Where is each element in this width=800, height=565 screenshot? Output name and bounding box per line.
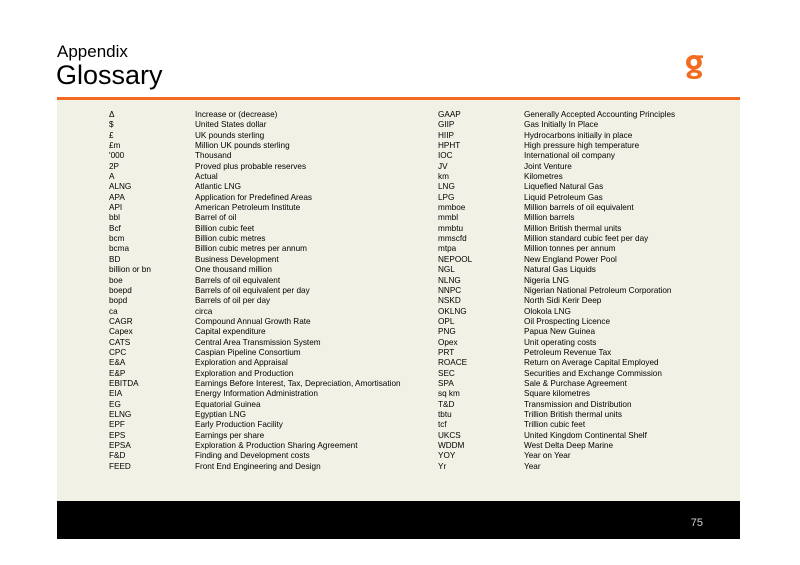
glossary-term: SPA: [438, 378, 454, 388]
glossary-definition: Central Area Transmission System: [195, 337, 321, 347]
glossary-term: E&A: [109, 358, 126, 368]
glossary-term: GIIP: [438, 120, 455, 130]
glossary-row: [438, 358, 675, 368]
glossary-row: [109, 348, 401, 358]
glossary-term: bopd: [109, 296, 128, 306]
glossary-term: mmbl: [438, 213, 459, 223]
glossary-definition: Liquid Petroleum Gas: [524, 192, 603, 202]
glossary-definition: Million tonnes per annum: [524, 244, 616, 254]
glossary-row: [109, 379, 401, 389]
glossary-definition: Barrels of oil equivalent: [195, 275, 281, 285]
glossary-row: [438, 193, 675, 203]
glossary-term: SEC: [438, 368, 455, 378]
glossary-row: [109, 203, 401, 213]
glossary-definition: Return on Average Capital Employed: [524, 358, 659, 368]
glossary-row: [109, 296, 401, 306]
glossary-row: [438, 451, 675, 461]
glossary-definition: One thousand million: [195, 265, 272, 275]
glossary-definition: Actual: [195, 172, 218, 182]
glossary-definition: Million standard cubic feet per day: [524, 234, 649, 244]
glossary-definition: Exploration & Production Sharing Agreement: [195, 441, 358, 450]
glossary-row: [438, 338, 675, 348]
glossary-definition: Trillion cubic feet: [524, 420, 586, 430]
glossary-term: EPSA: [109, 441, 131, 450]
glossary-term: NNPC: [438, 285, 462, 295]
glossary-row: [109, 369, 401, 379]
glossary-row: [109, 110, 401, 120]
glossary-definition: Joint Venture: [524, 161, 572, 171]
glossary-term: F&D: [109, 451, 126, 461]
glossary-term: bcm: [109, 234, 125, 244]
glossary-definition: Nigeria LNG: [524, 275, 570, 285]
glossary-term: NSKD: [438, 296, 461, 306]
glossary-row: [438, 141, 675, 151]
glossary-term: Capex: [109, 327, 133, 337]
glossary-definition: Liquefied Natural Gas: [524, 182, 604, 192]
glossary-term: E&P: [109, 368, 126, 378]
page-number: 75: [690, 517, 703, 529]
glossary-row: [109, 307, 401, 317]
glossary-row: [438, 120, 675, 130]
glossary-term: LPG: [438, 192, 455, 202]
glossary-definition: Year: [524, 461, 541, 471]
glossary-term: bcma: [109, 244, 130, 254]
glossary-definition: Natural Gas Liquids: [524, 265, 596, 275]
glossary-definition: Barrels of oil per day: [195, 296, 271, 306]
glossary-term: tbtu: [438, 409, 452, 419]
glossary-term: bbl: [109, 213, 120, 223]
glossary-definition: Transmission and Distribution: [524, 399, 632, 409]
glossary-definition: American Petroleum Institute: [195, 203, 301, 213]
glossary-row: [438, 213, 675, 223]
glossary-term: ALNG: [109, 182, 132, 192]
glossary-definition: Petroleum Revenue Tax: [524, 347, 612, 357]
glossary-right-column: [438, 110, 675, 472]
glossary-row: [438, 296, 675, 306]
glossary-row: [109, 193, 401, 203]
glossary-term: Yr: [438, 461, 447, 471]
glossary-definition: Papua New Guinea: [524, 327, 596, 337]
glossary-definition: Million UK pounds sterling: [195, 141, 290, 151]
glossary-term: EBITDA: [109, 378, 139, 388]
glossary-left-column: [109, 110, 401, 472]
glossary-term: OKLNG: [438, 306, 467, 316]
glossary-term: boe: [109, 275, 123, 285]
glossary-term: mtpa: [438, 244, 457, 254]
glossary-row: [438, 276, 675, 286]
glossary-term: A: [109, 172, 115, 182]
glossary-row: [438, 379, 675, 389]
glossary-row: [109, 327, 401, 337]
glossary-term: PRT: [438, 347, 455, 357]
glossary-definition: Exploration and Production: [195, 368, 294, 378]
glossary-row: [109, 400, 401, 410]
glossary-row: [109, 213, 401, 223]
glossary-row: [438, 389, 675, 399]
glossary-definition: New England Power Pool: [524, 254, 617, 264]
glossary-row: [438, 369, 675, 379]
glossary-row: [109, 255, 401, 265]
glossary-row: [438, 400, 675, 410]
glossary-term: OPL: [438, 316, 455, 326]
glossary-definition: West Delta Deep Marine: [524, 441, 614, 450]
glossary-definition: Increase or (decrease): [195, 110, 278, 119]
glossary-definition: Generally Accepted Accounting Principles: [524, 110, 676, 119]
glossary-row: [438, 410, 675, 420]
glossary-term: boepd: [109, 285, 132, 295]
glossary-definition: Egyptian LNG: [195, 409, 246, 419]
glossary-term: ELNG: [109, 409, 132, 419]
glossary-term: IOC: [438, 151, 453, 161]
glossary-row: [438, 441, 675, 451]
glossary-row: [438, 348, 675, 358]
glossary-definition: Proved plus probable reserves: [195, 161, 307, 171]
glossary-definition: Front End Engineering and Design: [195, 461, 321, 471]
glossary-definition: North Sidi Kerir Deep: [524, 296, 602, 306]
glossary-definition: Barrels of oil equivalent per day: [195, 285, 310, 295]
glossary-term: ROACE: [438, 358, 468, 368]
glossary-row: [109, 431, 401, 441]
glossary-term: T&D: [438, 399, 455, 409]
glossary-row: [109, 151, 401, 161]
glossary-definition: Million barrels of oil equivalent: [524, 203, 634, 213]
glossary-row: [438, 327, 675, 337]
glossary-row: [438, 317, 675, 327]
glossary-row: [109, 410, 401, 420]
glossary-term: Opex: [438, 337, 458, 347]
glossary-row: [438, 110, 675, 120]
glossary-row: [438, 431, 675, 441]
glossary-term: '000: [109, 151, 125, 161]
glossary-row: [109, 172, 401, 182]
glossary-term: NLNG: [438, 275, 461, 285]
glossary-definition: Square kilometres: [524, 389, 590, 399]
glossary-term: EPS: [109, 430, 126, 440]
glossary-term: HIIP: [438, 130, 454, 140]
glossary-row: [438, 172, 675, 182]
glossary-term: NGL: [438, 265, 455, 275]
glossary-row: [109, 441, 401, 451]
glossary-term: tcf: [438, 420, 447, 430]
glossary-row: [109, 451, 401, 461]
glossary-row: [438, 151, 675, 161]
glossary-row: [109, 182, 401, 192]
glossary-row: [109, 162, 401, 172]
glossary-definition: Securities and Exchange Commission: [524, 368, 662, 378]
glossary-row: [438, 234, 675, 244]
glossary-term: mmscfd: [438, 234, 467, 244]
glossary-definition: Business Development: [195, 254, 279, 264]
glossary-definition: United States dollar: [195, 120, 267, 130]
glossary-row: [438, 162, 675, 172]
glossary-definition: Earnings per share: [195, 430, 265, 440]
glossary-definition: Hydrocarbons initially in place: [524, 130, 633, 140]
glossary-row: [109, 420, 401, 430]
glossary-row: [109, 234, 401, 244]
glossary-term: JV: [438, 161, 448, 171]
glossary-term: billion or bn: [109, 265, 151, 275]
glossary-term: £m: [109, 141, 121, 151]
glossary-term: EIA: [109, 389, 123, 399]
glossary-row: [109, 244, 401, 254]
glossary-term: NEPOOL: [438, 254, 473, 264]
glossary-definition: Early Production Facility: [195, 420, 283, 430]
glossary-row: [109, 317, 401, 327]
page-subtitle: Appendix: [57, 42, 128, 61]
glossary-definition: Energy Information Administration: [195, 389, 318, 399]
glossary-row: [109, 358, 401, 368]
glossary-row: [109, 286, 401, 296]
glossary-row: [109, 265, 401, 275]
glossary-term: CAGR: [109, 316, 133, 326]
glossary-term: FEED: [109, 461, 131, 471]
glossary-row: [438, 462, 675, 472]
glossary-term: YOY: [438, 451, 456, 461]
glossary-definition: Nigerian National Petroleum Corporation: [524, 285, 672, 295]
glossary-definition: Caspian Pipeline Consortium: [195, 347, 301, 357]
glossary-definition: Year on Year: [524, 451, 571, 461]
glossary-definition: Thousand: [195, 151, 232, 161]
glossary-panel: [57, 100, 740, 501]
glossary-row: [109, 120, 401, 130]
glossary-definition: Olokola LNG: [524, 306, 571, 316]
glossary-definition: UK pounds sterling: [195, 130, 265, 140]
glossary-term: $: [109, 120, 114, 130]
page-title: Glossary: [56, 60, 163, 90]
glossary-row: [438, 255, 675, 265]
glossary-row: [438, 203, 675, 213]
glossary-definition: circa: [195, 306, 213, 316]
glossary-definition: Unit operating costs: [524, 337, 597, 347]
glossary-term: EG: [109, 399, 121, 409]
glossary-definition: Equatorial Guinea: [195, 399, 261, 409]
glossary-term: BD: [109, 254, 121, 264]
glossary-term: Δ: [109, 110, 115, 119]
glossary-definition: Exploration and Appraisal: [195, 358, 288, 368]
glossary-row: [438, 307, 675, 317]
glossary-row: [109, 131, 401, 141]
glossary-term: EPF: [109, 420, 125, 430]
footer-bar: [57, 501, 740, 539]
glossary-term: mmboe: [438, 203, 466, 213]
glossary-term: APA: [109, 192, 125, 202]
glossary-row: [109, 141, 401, 151]
glossary-row: [438, 182, 675, 192]
glossary-term: sq km: [438, 389, 460, 399]
glossary-definition: United Kingdom Continental Shelf: [524, 430, 647, 440]
glossary-definition: Billion cubic metres: [195, 234, 266, 244]
glossary-term: GAAP: [438, 110, 461, 119]
glossary-term: UKCS: [438, 430, 461, 440]
glossary-row: [438, 244, 675, 254]
glossary-row: [438, 265, 675, 275]
glossary-definition: Oil Prospecting Licence: [524, 316, 611, 326]
glossary-row: [109, 224, 401, 234]
glossary-definition: Earnings Before Interest, Tax, Depreciation, Amortisation: [195, 378, 401, 388]
glossary-row: [438, 224, 675, 234]
glossary-definition: Million British thermal units: [524, 223, 622, 233]
glossary-definition: Barrel of oil: [195, 213, 237, 223]
glossary-definition: Application for Predefined Areas: [195, 192, 312, 202]
glossary-definition: High pressure high temperature: [524, 141, 640, 151]
glossary-term: mmbtu: [438, 223, 464, 233]
glossary-term: 2P: [109, 161, 120, 171]
glossary-definition: Billion cubic metres per annum: [195, 244, 307, 254]
glossary-row: [109, 389, 401, 399]
glossary-definition: Compound Annual Growth Rate: [195, 316, 311, 326]
glossary-definition: Kilometres: [524, 172, 563, 182]
glossary-term: ca: [109, 306, 118, 316]
glossary-term: API: [109, 203, 123, 213]
glossary-row: [438, 420, 675, 430]
glossary-row: [438, 131, 675, 141]
glossary-definition: Gas Initially In Place: [524, 120, 599, 130]
glossary-term: Bcf: [109, 223, 121, 233]
glossary-term: PNG: [438, 327, 456, 337]
glossary-definition: Finding and Development costs: [195, 451, 310, 461]
glossary-definition: Trillion British thermal units: [524, 409, 622, 419]
glossary-row: [109, 338, 401, 348]
glossary-definition: International oil company: [524, 151, 616, 161]
glossary-term: HPHT: [438, 141, 461, 151]
glossary-definition: Atlantic LNG: [195, 182, 241, 192]
glossary-row: [438, 286, 675, 296]
glossary-definition: Sale & Purchase Agreement: [524, 378, 627, 388]
bg-logo-icon: [680, 52, 708, 80]
glossary-row: [109, 276, 401, 286]
glossary-term: LNG: [438, 182, 455, 192]
glossary-term: WDDM: [438, 441, 465, 450]
glossary-term: km: [438, 172, 449, 182]
glossary-definition: Capital expenditure: [195, 327, 266, 337]
glossary-row: [109, 462, 401, 472]
glossary-term: CPC: [109, 347, 127, 357]
glossary-term: £: [109, 130, 114, 140]
glossary-definition: Million barrels: [524, 213, 575, 223]
glossary-definition: Billion cubic feet: [195, 223, 255, 233]
glossary-term: CATS: [109, 337, 131, 347]
